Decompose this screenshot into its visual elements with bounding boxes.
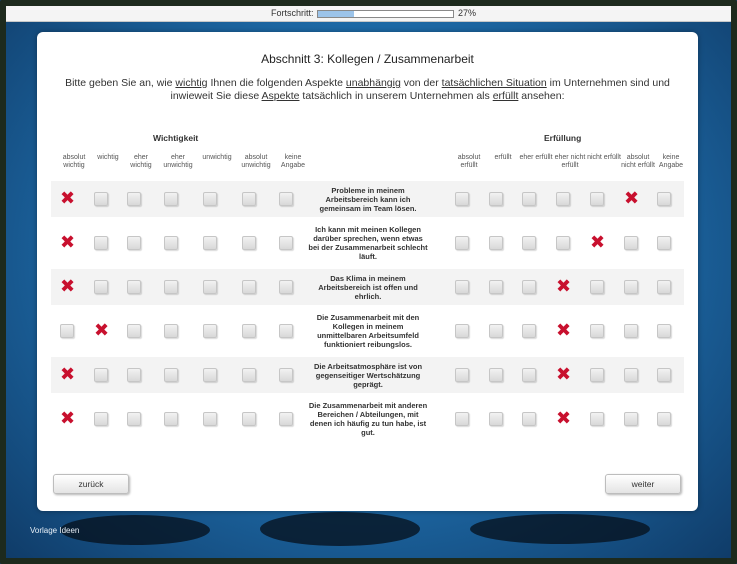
importance-checkbox[interactable]: [127, 236, 141, 250]
fulfillment-checkbox[interactable]: [590, 368, 604, 382]
intro-text: im Unternehmen sind und inwieweit Sie diese: [170, 77, 670, 102]
fulfillment-checkbox[interactable]: [455, 412, 469, 426]
intro-text: ansehen:: [518, 90, 565, 102]
progress-track: [317, 10, 454, 18]
importance-checkbox[interactable]: [60, 324, 74, 338]
importance-checkbox-checked[interactable]: ✖: [60, 188, 76, 209]
fulfillment-checkbox-checked[interactable]: ✖: [556, 364, 572, 385]
importance-checkbox[interactable]: [242, 412, 256, 426]
fulfillment-checkbox[interactable]: [624, 368, 638, 382]
importance-checkbox[interactable]: [279, 324, 293, 338]
fulfillment-checkbox[interactable]: [657, 280, 671, 294]
intro-emphasis: tatsächlichen Situation: [441, 77, 547, 89]
importance-checkbox[interactable]: [203, 236, 217, 250]
fulfillment-checkbox[interactable]: [489, 192, 503, 206]
fulfillment-column-header: nicht erfüllt: [587, 154, 621, 161]
fulfillment-column-header: absolut nicht erfüllt: [621, 154, 655, 169]
fulfillment-checkbox[interactable]: [590, 412, 604, 426]
fulfillment-column-header: absolut erfüllt: [457, 154, 481, 169]
importance-column-header: keine Angabe: [280, 154, 306, 169]
fulfillment-checkbox[interactable]: [522, 280, 536, 294]
importance-checkbox[interactable]: [203, 192, 217, 206]
question-label: Die Zusammenarbeit mit den Kollegen in meinem unmittelbaren Arbeitsumfeld funktioniert reibungslos.: [316, 313, 420, 349]
fulfillment-checkbox[interactable]: [556, 192, 570, 206]
importance-checkbox[interactable]: [94, 368, 108, 382]
importance-checkbox[interactable]: [242, 324, 256, 338]
importance-checkbox[interactable]: [164, 412, 178, 426]
progress-percent: 27%: [458, 8, 477, 18]
importance-checkbox-checked[interactable]: ✖: [60, 232, 76, 253]
importance-checkbox[interactable]: [203, 280, 217, 294]
fulfillment-checkbox[interactable]: [522, 412, 536, 426]
back-button[interactable]: zurück: [53, 474, 129, 494]
fulfillment-checkbox-checked[interactable]: ✖: [556, 276, 572, 297]
fulfillment-checkbox[interactable]: [624, 280, 638, 294]
fulfillment-checkbox[interactable]: [590, 280, 604, 294]
question-label: Die Zusammenarbeit mit anderen Bereichen / Abteilungen, mit denen ich häufig zu tun habe, ist gut.: [308, 401, 428, 437]
importance-checkbox[interactable]: [164, 280, 178, 294]
fulfillment-checkbox-checked[interactable]: ✖: [624, 188, 640, 209]
intro-emphasis: wichtig: [175, 77, 208, 89]
fulfillment-heading: Erfüllung: [544, 133, 582, 143]
fulfillment-checkbox[interactable]: [624, 236, 638, 250]
intro-text: Ihnen die folgenden Aspekte: [207, 77, 346, 89]
importance-checkbox[interactable]: [203, 412, 217, 426]
importance-checkbox[interactable]: [164, 368, 178, 382]
fulfillment-checkbox[interactable]: [522, 236, 536, 250]
fulfillment-checkbox[interactable]: [489, 236, 503, 250]
fulfillment-checkbox[interactable]: [455, 192, 469, 206]
importance-column-header: eher unwichtig: [163, 154, 193, 169]
fulfillment-checkbox[interactable]: [624, 412, 638, 426]
fulfillment-checkbox[interactable]: [590, 324, 604, 338]
fulfillment-column-header: erfüllt: [494, 154, 512, 161]
fulfillment-checkbox[interactable]: [489, 280, 503, 294]
importance-column-header: eher wichtig: [130, 154, 152, 169]
fulfillment-checkbox-checked[interactable]: ✖: [590, 232, 606, 253]
fulfillment-checkbox[interactable]: [590, 192, 604, 206]
importance-checkbox[interactable]: [127, 280, 141, 294]
intro-text: tatsächlich in unserem Unternehmen als: [299, 90, 493, 102]
importance-checkbox[interactable]: [242, 280, 256, 294]
fulfillment-checkbox[interactable]: [657, 192, 671, 206]
importance-checkbox[interactable]: [203, 324, 217, 338]
fulfillment-checkbox[interactable]: [489, 368, 503, 382]
background-shadow-right: [470, 514, 650, 544]
importance-checkbox[interactable]: [94, 236, 108, 250]
importance-checkbox-checked[interactable]: ✖: [60, 364, 76, 385]
question-label: Die Arbeitsatmosphäre ist von gegenseitiger Wertschätzung geprägt.: [313, 361, 423, 389]
progress-label: Fortschritt:: [271, 8, 314, 18]
fulfillment-checkbox[interactable]: [455, 236, 469, 250]
importance-heading: Wichtigkeit: [153, 133, 199, 143]
importance-checkbox[interactable]: [94, 280, 108, 294]
fulfillment-checkbox[interactable]: [657, 236, 671, 250]
fulfillment-checkbox[interactable]: [455, 280, 469, 294]
importance-checkbox[interactable]: [94, 412, 108, 426]
importance-checkbox[interactable]: [127, 324, 141, 338]
importance-checkbox-checked[interactable]: ✖: [60, 276, 76, 297]
fulfillment-checkbox[interactable]: [657, 324, 671, 338]
intro-text: von der: [400, 77, 442, 89]
importance-checkbox[interactable]: [94, 192, 108, 206]
importance-checkbox[interactable]: [164, 236, 178, 250]
importance-checkbox[interactable]: [127, 192, 141, 206]
fulfillment-checkbox-checked[interactable]: ✖: [556, 408, 572, 429]
fulfillment-column-header: eher erfüllt: [519, 154, 553, 161]
fulfillment-checkbox[interactable]: [657, 412, 671, 426]
importance-checkbox[interactable]: [279, 280, 293, 294]
question-label: Das Klima in meinem Arbeitsbereich ist offen und ehrlich.: [318, 273, 418, 301]
importance-checkbox[interactable]: [279, 192, 293, 206]
question-label: Ich kann mit meinen Kollegen darüber sprechen, wenn etwas bei der Zusammenarbeit schlecht läuft.: [308, 225, 428, 261]
next-button[interactable]: weiter: [605, 474, 681, 494]
fulfillment-checkbox[interactable]: [489, 412, 503, 426]
fulfillment-column-header: keine Angabe: [658, 154, 684, 169]
intro-emphasis: unabhängig: [345, 77, 401, 89]
fulfillment-checkbox[interactable]: [455, 368, 469, 382]
fulfillment-checkbox[interactable]: [522, 324, 536, 338]
progress-fill: [318, 11, 354, 17]
section-title: Abschnitt 3: Kollegen / Zusammenarbeit: [261, 52, 474, 66]
importance-checkbox[interactable]: [242, 368, 256, 382]
importance-checkbox-checked[interactable]: ✖: [60, 408, 76, 429]
importance-checkbox[interactable]: [242, 192, 256, 206]
watermark: Vorlage Ideen: [30, 526, 80, 535]
fulfillment-checkbox[interactable]: [556, 236, 570, 250]
importance-checkbox[interactable]: [279, 236, 293, 250]
fulfillment-column-header: eher nicht erfüllt: [554, 154, 586, 169]
importance-column-header: absolut unwichtig: [241, 154, 271, 169]
background-shadow-left: [60, 515, 210, 545]
importance-checkbox[interactable]: [279, 412, 293, 426]
importance-checkbox[interactable]: [164, 324, 178, 338]
importance-checkbox[interactable]: [242, 236, 256, 250]
importance-column-header: unwichtig: [202, 154, 232, 161]
section-intro: [57, 77, 678, 103]
question-label: Probleme in meinem Arbeitsbereich kann ich gemeinsam im Team lösen.: [319, 185, 417, 213]
importance-checkbox[interactable]: [127, 412, 141, 426]
importance-column-header: absolut wichtig: [62, 154, 86, 169]
importance-column-header: wichtig: [97, 154, 119, 161]
importance-checkbox[interactable]: [203, 368, 217, 382]
fulfillment-checkbox[interactable]: [624, 324, 638, 338]
intro-emphasis: erfüllt: [492, 90, 519, 102]
fulfillment-checkbox[interactable]: [489, 324, 503, 338]
intro-emphasis: Aspekte: [261, 90, 300, 102]
fulfillment-checkbox[interactable]: [522, 192, 536, 206]
importance-checkbox[interactable]: [279, 368, 293, 382]
importance-checkbox-checked[interactable]: ✖: [94, 320, 110, 341]
progress-bar-header: [6, 6, 731, 22]
fulfillment-checkbox[interactable]: [522, 368, 536, 382]
fulfillment-checkbox[interactable]: [657, 368, 671, 382]
fulfillment-checkbox-checked[interactable]: ✖: [556, 320, 572, 341]
background-shadow-center: [260, 512, 420, 546]
fulfillment-checkbox[interactable]: [455, 324, 469, 338]
intro-text: Bitte geben Sie an, wie: [65, 77, 176, 89]
importance-checkbox[interactable]: [127, 368, 141, 382]
survey-panel: [37, 32, 698, 511]
importance-checkbox[interactable]: [164, 192, 178, 206]
